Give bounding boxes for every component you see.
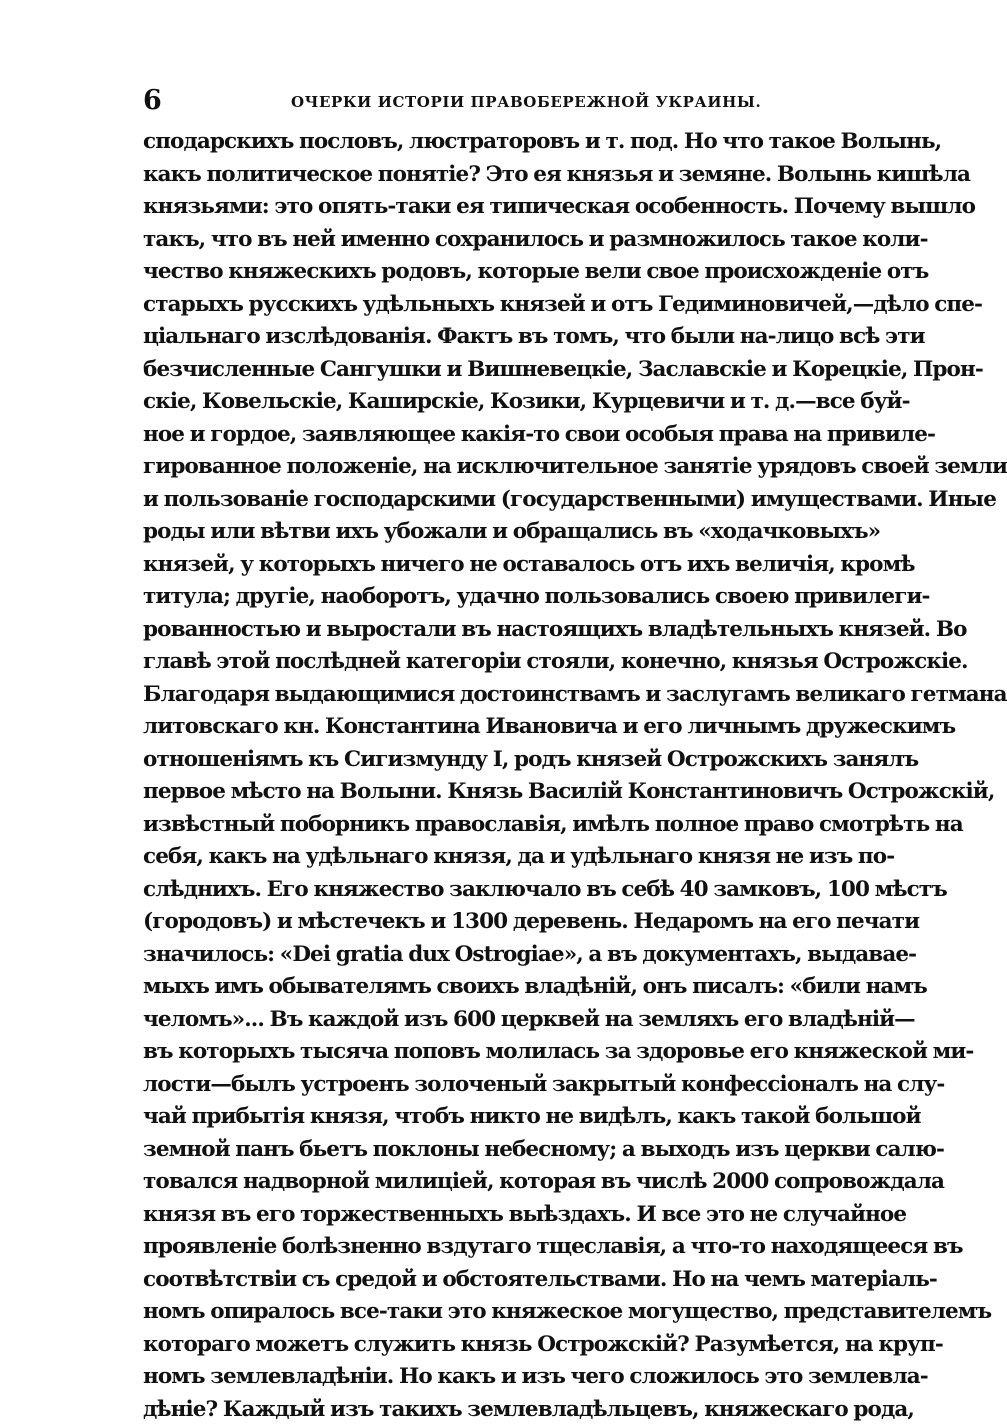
body-text	[143, 126, 859, 1426]
text-line: старыхъ русскихъ удѣльныхъ князей и отъ Гедиминовичей,—дѣло спе-	[143, 289, 859, 322]
text-line: лости—былъ устроенъ золоченый закрытый конфессіоналъ на слу-	[143, 1069, 859, 1102]
text-line: соотвѣтствіи съ средой и обстоятельствами. Но на чемъ матеріаль-	[143, 1264, 859, 1297]
page-number: 6	[143, 84, 162, 118]
text-line: котораго можетъ служить князь Острожскій? Разумѣется, на круп-	[143, 1329, 859, 1362]
text-line: роды или вѣтви ихъ убожали и обращались въ «ходачковыхъ»	[143, 516, 859, 549]
text-line: чай прибытія князя, чтобъ никто не видѣлъ, какъ такой большой	[143, 1101, 859, 1134]
text-line: главѣ этой послѣдней категоріи стояли, конечно, князья Острожскіе.	[143, 646, 859, 679]
text-line: князей, у которыхъ ничего не оставалось отъ ихъ величія, кромѣ	[143, 549, 859, 582]
text-line: гированное положеніе, на исключительное занятіе урядовъ своей земли	[143, 451, 859, 484]
text-line: князя въ его торжественныхъ выѣздахъ. И все это не случайное	[143, 1199, 859, 1232]
text-line: проявленіе болѣзненно вздутаго тщеславія, а что-то находящееся въ	[143, 1231, 859, 1264]
text-line: себя, какъ на удѣльнаго князя, да и удѣльнаго князя не изъ по-	[143, 841, 859, 874]
text-line: номъ опиралось все-таки это княжеское могущество, представителемъ	[143, 1296, 859, 1329]
text-line: чество княжескихъ родовъ, которые вели свое происхожденіе отъ	[143, 256, 859, 289]
text-line: дѣніе? Каждый изъ такихъ землевладѣльцевъ, княжескаго рода,	[143, 1394, 859, 1426]
text-line: слѣднихъ. Его княжество заключало въ себѣ 40 замковъ, 100 мѣстъ	[143, 874, 859, 907]
text-line: рованностью и выростали въ настоящихъ владѣтельныхъ князей. Во	[143, 614, 859, 647]
text-line: ное и гордое, заявляющее какія-то свои особыя права на привиле-	[143, 419, 859, 452]
running-head	[143, 84, 859, 118]
text-line: товался надворной милиціей, которая въ числѣ 2000 сопровождала	[143, 1166, 859, 1199]
text-line: мыхъ имъ обывателямъ своихъ владѣній, онъ писалъ: «били намъ	[143, 971, 859, 1004]
text-line: земной панъ бьетъ поклоны небесному; а выходъ изъ церкви салю-	[143, 1134, 859, 1167]
text-line: отношеніямъ къ Сигизмунду I, родъ князей Острожскихъ занялъ	[143, 744, 859, 777]
text-line: князьями: это опять-таки ея типическая особенность. Почему вышло	[143, 191, 859, 224]
text-line: литовскаго кн. Константина Ивановича и его личнымъ дружескимъ	[143, 711, 859, 744]
text-line: титула; другіе, наоборотъ, удачно пользовались своею привилеги-	[143, 581, 859, 614]
text-line: первое мѣсто на Волыни. Князь Василій Константиновичъ Острожскій,	[143, 776, 859, 809]
text-line: такъ, что въ ней именно сохранилось и размножилось такое коли-	[143, 224, 859, 257]
text-line: и пользованіе господарскими (государственными) имуществами. Иные	[143, 484, 859, 517]
text-line: извѣстный поборникъ православія, имѣлъ полное право смотрѣть на	[143, 809, 859, 842]
text-line: значилось: «Dei gratia dux Ostrogiae», а въ документахъ, выдавае-	[143, 939, 859, 972]
text-line: въ которыхъ тысяча поповъ молилась за здоровье его княжеской ми-	[143, 1036, 859, 1069]
text-line: челомъ»... Въ каждой изъ 600 церквей на земляхъ его владѣній—	[143, 1004, 859, 1037]
text-line: скіе, Ковельскіе, Каширскіе, Козики, Курцевичи и т. д.—все буй-	[143, 386, 859, 419]
text-line: какъ политическое понятіе? Это ея князья и земяне. Волынь кишѣла	[143, 159, 859, 192]
running-title: ОЧЕРКИ ИСТОРІИ ПРАВОБЕРЕЖНОЙ УКРАИНЫ.	[291, 88, 761, 116]
text-line: Благодаря выдающимися достоинствамъ и заслугамъ великаго гетмана	[143, 679, 859, 712]
text-line: (городовъ) и мѣстечекъ и 1300 деревень. Недаромъ на его печати	[143, 906, 859, 939]
text-line: безчисленные Сангушки и Вишневецкіе, Заславскіе и Корецкіе, Прон-	[143, 354, 859, 387]
text-line: сподарскихъ пословъ, люстраторовъ и т. под. Но что такое Волынь,	[143, 126, 859, 159]
text-line: номъ землевладѣніи. Но какъ и изъ чего сложилось это землевла-	[143, 1361, 859, 1394]
text-line: ціальнаго изслѣдованія. Фактъ въ томъ, что были на-лицо всѣ эти	[143, 321, 859, 354]
